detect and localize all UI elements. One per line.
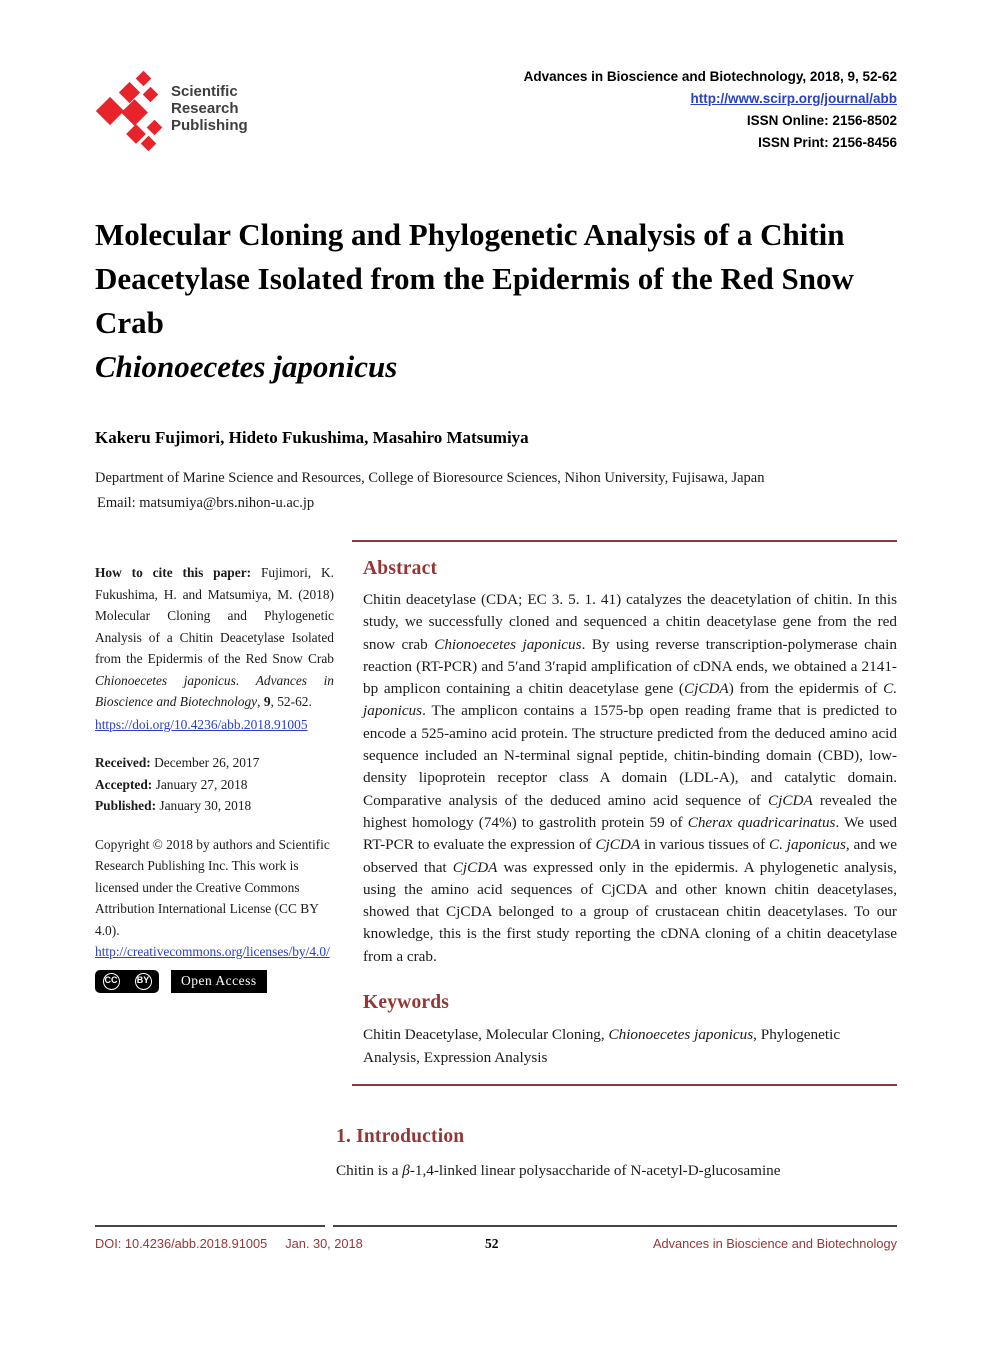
doi-link[interactable]: https://doi.org/10.4236/abb.2018.91005 — [95, 716, 308, 732]
journal-citation-line: Advances in Bioscience and Biotechnology, 2018, 9, 52-62 — [523, 69, 897, 84]
footer-journal-name: Advances in Bioscience and Biotechnology — [652, 1236, 897, 1251]
abstract-heading: Abstract — [363, 558, 438, 579]
accepted-line — [95, 774, 334, 796]
publisher-logo — [98, 72, 358, 152]
cc-icon: CC — [103, 973, 120, 990]
abstract-top-rule — [352, 540, 897, 542]
published-value: January 30, 2018 — [156, 798, 252, 813]
received-line — [95, 752, 334, 774]
dates-block — [95, 752, 334, 817]
copyright-notice: Copyright © 2018 by authors and Scientific Research Publishing Inc. This work is licensed under the Creative Commons Attribution International License (CC BY 4.0). — [95, 836, 330, 938]
accepted-label: Accepted: — [95, 776, 153, 792]
issn-online: ISSN Online: 2156-8502 — [746, 113, 897, 128]
footer-rule-right — [333, 1225, 897, 1227]
affiliation-line: Department of Marine Science and Resources, College of Bioresource Sciences, Nihon University, Fujisawa, Japan — [95, 470, 765, 486]
keywords-text: Chitin Deacetylase, Molecular Cloning, Chionoecetes japonicus, Phylogenetic Analysis, Expression Analysis — [363, 1026, 841, 1067]
abstract-text: Chitin deacetylase (CDA; EC 3. 5. 1. 41) catalyzes the deacetylation of chitin. In this study, we successfully cloned and sequenced a chitin deacetylase gene from the red snow crab Chionoecetes japonicus. By using reverse transcription-polymerase chain reaction (RT-PCR) and 5′and 3′rapid amplification of cDNA ends, we obtained a 2141-bp amplicon containing a chitin deacetylase gene (CjCDA) from the epidermis of C. japonicus. The amplicon contains a 1575-bp open reading frame that is predicted to encode a 525-amino acid protein. The structure predicted from the deduced amino acid sequence included an N-terminal signal peptide, chitin-binding domain (CBD), low-density lipoprotein receptor class A domain (LDL-A), and catalytic domain. Comparative analysis of the deduced amino acid sequence of CjCDA revealed the highest homology (74%) to gastrolith protein 59 of Cherax quadricarinatus. We used RT-PCR to evaluate the expression of CjCDA in various tissues of C. japonicus, and we observed that CjCDA was expressed only in the epidermis. A phylogenetic analysis, using the amino acid sequences of CjCDA and other known chitin deacetylases, showed that CjCDA belonged to a group of crustacean chitin deacetylases. To our knowledge, this is the first study reporting the cDNA cloning of a chitin deacetylase from a crab. — [363, 591, 897, 965]
publisher-name — [171, 83, 248, 134]
logo-line-2: Research — [171, 100, 239, 117]
how-to-cite-paragraph: How to cite this paper: Fujimori, K. Fukushima, H. and Matsumiya, M. (2018) Molecular Cloning and Phylogenetic Analysis of a Chitin Deacetylase Isolated from the Epidermis of the Red Snow Crab Chionoecetes japonicus. Advances in Bioscience and Biotechnology, 9, 52-62. — [95, 565, 335, 709]
published-line — [95, 795, 334, 817]
footer-date: Jan. 30, 2018 — [285, 1236, 363, 1251]
footer-doi: DOI: 10.4236/abb.2018.91005 — [95, 1236, 268, 1251]
authors-line: Kakeru Fujimori, Hideto Fukushima, Masahiro Matsumiya — [95, 428, 529, 447]
license-link[interactable]: http://creativecommons.org/licenses/by/4.0/ — [95, 944, 330, 959]
issn-print: ISSN Print: 2156-8456 — [758, 135, 897, 150]
attribution-person-icon: BY — [135, 973, 152, 990]
journal-url-link[interactable]: http://www.scirp.org/journal/abb — [690, 91, 897, 106]
keywords-heading: Keywords — [363, 992, 450, 1014]
open-access-badge: Open Access — [171, 970, 267, 993]
introduction-heading: 1. Introduction — [336, 1126, 465, 1148]
abstract-block — [336, 558, 897, 1069]
main-column — [336, 540, 897, 1182]
email-line: Email: matsumiya@brs.nihon-u.ac.jp — [97, 495, 315, 511]
published-label: Published: — [95, 798, 157, 813]
cc-by-badge[interactable] — [95, 970, 159, 993]
keywords-bottom-rule — [352, 1084, 897, 1086]
footer-rule-left — [95, 1225, 325, 1227]
journal-header — [524, 66, 897, 154]
license-badges — [95, 970, 334, 993]
footer-doi-date — [95, 1236, 363, 1251]
received-label: Received: — [95, 755, 151, 770]
logo-line-3: Publishing — [171, 117, 248, 134]
received-value: December 26, 2017 — [150, 755, 260, 770]
srp-diamonds-icon — [98, 72, 164, 152]
accepted-value: January 27, 2018 — [152, 776, 248, 792]
page-number: 52 — [485, 1236, 499, 1251]
introduction-text: Chitin is a β-1,4-linked linear polysaccharide of N-acetyl-D-glucosamine — [336, 1162, 781, 1180]
logo-line-1: Scientific — [171, 83, 238, 100]
sidebar — [95, 562, 334, 993]
paper-title: Molecular Cloning and Phylogenetic Analysis of a Chitin Deacetylase Isolated from the Epidermis of the Red Snow Crab Chionoecetes japonicus — [95, 217, 854, 384]
